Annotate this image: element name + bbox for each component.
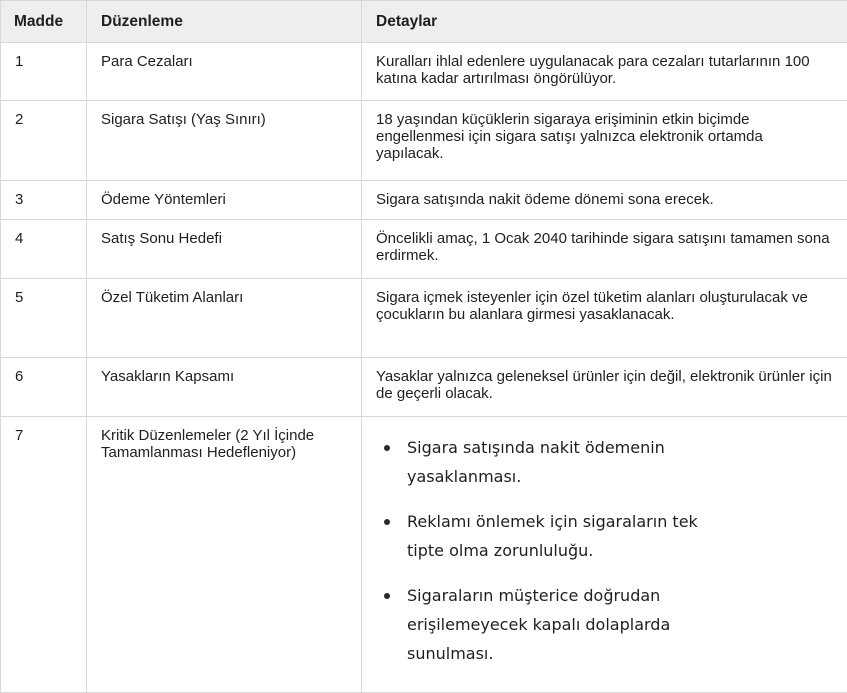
table-header-row xyxy=(1,1,847,43)
row-detail xyxy=(362,417,847,693)
row-detail: Kuralları ihlal edenlere uygulanacak para cezaları tutarlarının 100 katına kadar artırılması öngörülüyor. xyxy=(362,43,847,101)
row-number: 7 xyxy=(1,417,87,693)
row-number: 2 xyxy=(1,101,87,181)
row-topic: Satış Sonu Hedefi xyxy=(87,220,362,279)
row-number: 1 xyxy=(1,43,87,101)
row-number: 5 xyxy=(1,279,87,358)
row-number: 4 xyxy=(1,220,87,279)
row-topic: Özel Tüketim Alanları xyxy=(87,279,362,358)
row-topic: Para Cezaları xyxy=(87,43,362,101)
list-item: Sigaraların müşterice doğrudan erişilemeyecek kapalı dolaplarda sunulması. xyxy=(380,581,737,668)
row-number: 6 xyxy=(1,358,87,417)
row-topic: Sigara Satışı (Yaş Sınırı) xyxy=(87,101,362,181)
row-topic: Kritik Düzenlemeler (2 Yıl İçinde Tamamlanması Hedefleniyor) xyxy=(87,417,362,693)
row-number: 3 xyxy=(1,181,87,220)
list-item: Sigara satışında nakit ödemenin yasaklanması. xyxy=(380,433,737,491)
table-row xyxy=(1,220,847,279)
column-header-duzenleme: Düzenleme xyxy=(87,1,362,43)
row-topic: Ödeme Yöntemleri xyxy=(87,181,362,220)
row-topic: Yasakların Kapsamı xyxy=(87,358,362,417)
row-detail: Sigara satışında nakit ödeme dönemi sona erecek. xyxy=(362,181,847,220)
column-header-detaylar: Detaylar xyxy=(362,1,847,43)
row-detail: Yasaklar yalnızca geleneksel ürünler için değil, elektronik ürünler için de geçerli olacak. xyxy=(362,358,847,417)
critical-regulations-list xyxy=(376,427,833,668)
row-detail: Öncelikli amaç, 1 Ocak 2040 tarihinde sigara satışını tamamen sona erdirmek. xyxy=(362,220,847,279)
table-row xyxy=(1,181,847,220)
list-item: Reklamı önlemek için sigaraların tek tipte olma zorunluluğu. xyxy=(380,507,737,565)
table-row xyxy=(1,358,847,417)
table-row xyxy=(1,101,847,181)
table-row xyxy=(1,43,847,101)
table-row xyxy=(1,417,847,693)
row-detail: Sigara içmek isteyenler için özel tüketim alanları oluşturulacak ve çocukların bu alanlara girmesi yasaklanacak. xyxy=(362,279,847,358)
row-detail: 18 yaşından küçüklerin sigaraya erişiminin etkin biçimde engellenmesi için sigara satışı yalnızca elektronik ortamda yapılacak. xyxy=(362,101,847,181)
table-row xyxy=(1,279,847,358)
column-header-madde: Madde xyxy=(1,1,87,43)
